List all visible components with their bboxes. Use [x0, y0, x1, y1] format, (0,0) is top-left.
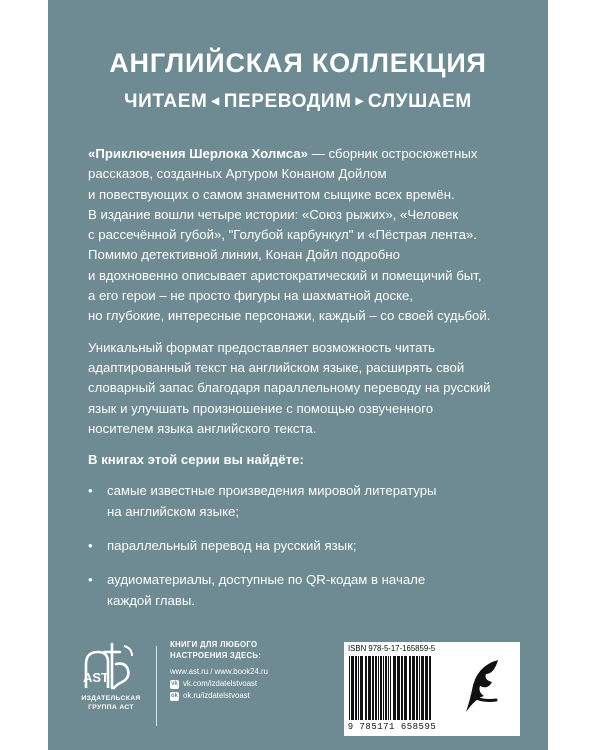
logo-text-line: ИЗДАТЕЛЬСКАЯ	[81, 695, 141, 702]
divider	[156, 646, 157, 726]
barcode-number: 9 785171 658595	[347, 722, 437, 732]
text-line: Помимо детективной линии, Конан Дойл подробно	[88, 247, 400, 263]
ok-icon: ok	[170, 692, 178, 699]
description-paragraph-1	[88, 144, 528, 327]
series-tagline	[48, 91, 548, 113]
logo-text-line: ГРУППА АСТ	[88, 704, 134, 711]
features-heading: В книгах этой серии вы найдёте:	[88, 452, 304, 468]
text-line: В издание вошли четыре истории: «Союз рыжих», «Человек	[88, 206, 459, 222]
text-line: язык и улучшать произношение с помощью озвученного	[88, 400, 434, 416]
list-item: • самые известные произведения мировой литературы на английском языке;	[88, 481, 528, 522]
store-links	[170, 640, 320, 702]
text-line: и повествующих о самом знаменитом сыщике всех времён.	[88, 186, 455, 202]
text-line: словарный запас благодаря параллельному переводу на русский	[88, 380, 491, 396]
publisher-quill-icon	[458, 656, 514, 716]
stores-heading: КНИГИ ДЛЯ ЛЮБОГО НАСТРОЕНИЯ ЗДЕСЬ:	[170, 640, 262, 660]
barcode-panel	[344, 642, 520, 736]
text-line: Уникальный формат предоставляет возможность читать	[88, 339, 436, 355]
tagline-listen: СЛУШАЕМ	[367, 91, 472, 112]
website-links[interactable]: www.ast.ru / www.book24.ru	[170, 667, 268, 676]
logo-mark: AST	[83, 670, 109, 685]
ok-link[interactable]: ok ok.ru/izdatelstvoast	[170, 691, 250, 700]
vk-link[interactable]: vk vk.com/izdatelstvoast	[171, 679, 258, 688]
vk-icon: vk	[171, 680, 178, 687]
isbn-label: ISBN 978-5-17-165859-5	[348, 644, 436, 653]
back-cover	[48, 0, 548, 750]
text-line: а его герои – не просто фигуры на шахматной доске,	[88, 288, 414, 304]
list-item: • параллельный перевод на русский язык;	[88, 536, 528, 556]
features-list	[88, 481, 528, 610]
ast-logo-icon	[76, 638, 146, 694]
text-line: с рассечённой губой», "Голубой карбункул" и «Пёстрая лента».	[88, 227, 477, 243]
description-paragraph-2	[88, 338, 528, 439]
text-line: носителем языка английского текста.	[88, 420, 317, 436]
description	[88, 144, 528, 625]
text-line: «Приключения Шерлока Холмса» — сборник остросюжетных	[88, 146, 478, 161]
text-line: рассказов, созданных Артуром Конаном Дойлом	[88, 166, 387, 182]
list-item: • аудиоматериалы, доступные по QR-кодам в начале каждой главы.	[88, 570, 528, 611]
text-line: и вдохновенно описывает аристократический и помещичий быт,	[88, 267, 482, 283]
barcode	[347, 656, 443, 720]
ast-logo	[76, 638, 146, 733]
series-title: АНГЛИЙСКАЯ КОЛЛЕКЦИЯ	[109, 48, 487, 78]
triangle-left-icon: ◀	[211, 96, 220, 107]
footer	[76, 638, 536, 738]
triangle-right-icon: ▶	[355, 96, 364, 107]
tagline-translate: ПЕРЕВОДИМ	[223, 91, 352, 112]
text-line: адаптированный текст на английском языке, расширять свой	[88, 359, 465, 375]
text-line: но глубокие, интересные персонажи, каждый – со своей судьбой.	[88, 308, 491, 324]
tagline-read: ЧИТАЕМ	[124, 91, 208, 112]
